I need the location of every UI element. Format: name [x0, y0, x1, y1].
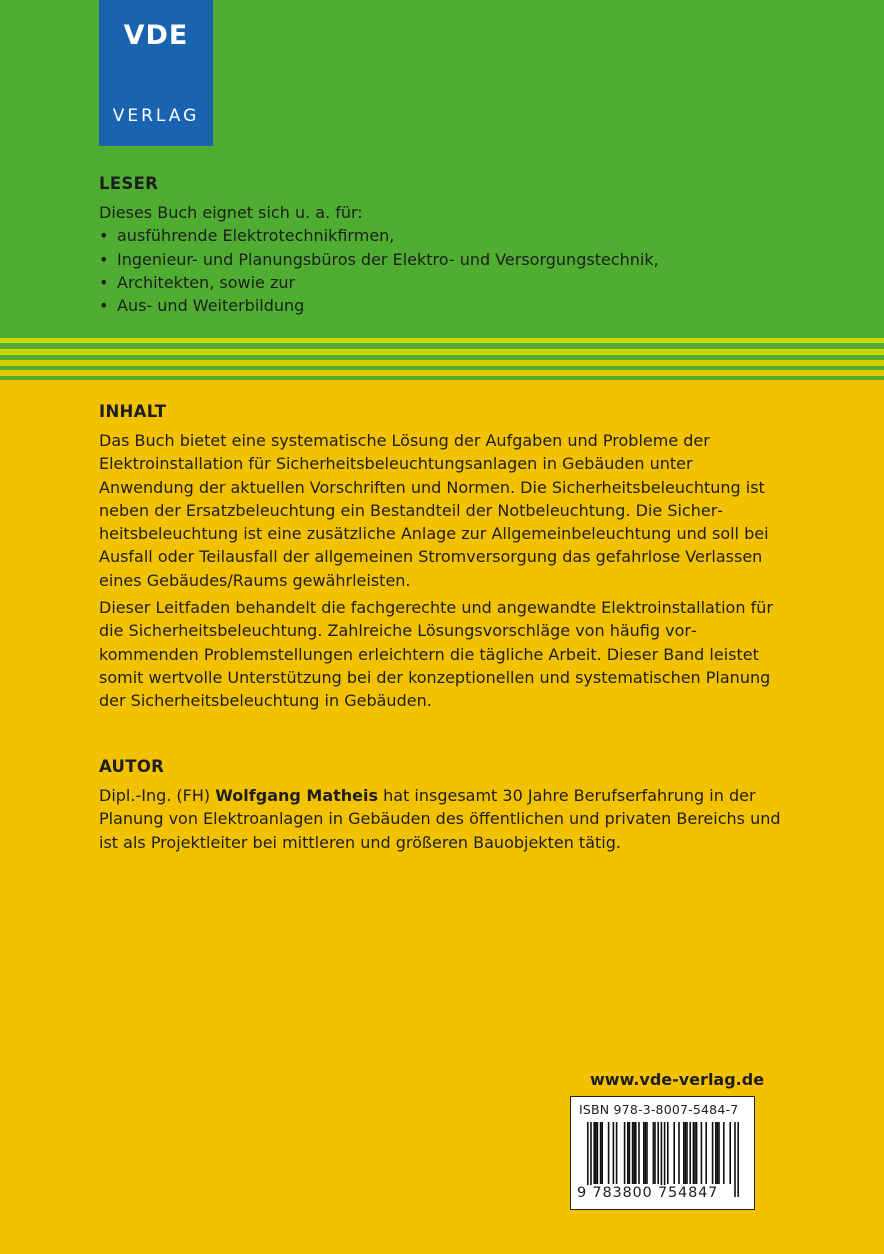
barcode-bar	[737, 1122, 739, 1197]
barcode-bar	[643, 1122, 645, 1184]
barcode-bar	[645, 1122, 647, 1184]
barcode-bar	[632, 1122, 634, 1184]
autor-prefix: Dipl.-Ing. (FH)	[99, 786, 216, 805]
barcode-bar	[715, 1122, 717, 1184]
barcode-bar	[629, 1122, 631, 1184]
barcode-bar	[694, 1122, 696, 1184]
autor-name: Wolfgang Matheis	[215, 786, 379, 805]
barcode-bar	[601, 1122, 603, 1184]
barcode-bar	[646, 1122, 648, 1184]
barcode-bar	[657, 1122, 659, 1184]
barcode-bar	[705, 1122, 707, 1184]
autor-text	[99, 784, 789, 854]
barcode-bar	[624, 1122, 626, 1184]
logo-brand: VDE	[123, 20, 189, 51]
barcode-bar	[717, 1122, 719, 1184]
barcode-bar	[654, 1122, 656, 1184]
inhalt-section	[99, 402, 789, 717]
barcode-bar	[734, 1122, 736, 1197]
barcode-bar	[613, 1122, 615, 1184]
barcode-bar	[600, 1122, 602, 1184]
barcode-bar	[593, 1122, 595, 1184]
barcode-bar	[686, 1122, 688, 1184]
list-item: • ausführende Elektrotechnikfirmen,	[99, 224, 789, 247]
vde-verlag-logo	[99, 0, 213, 146]
barcode-bar	[678, 1122, 680, 1184]
barcode-bar	[718, 1122, 720, 1184]
autor-section	[99, 757, 789, 858]
isbn-label: ISBN 978-3-8007-5484-7	[579, 1102, 739, 1117]
leser-list	[99, 224, 789, 317]
barcode-bar	[693, 1122, 695, 1184]
barcode-bar	[689, 1122, 691, 1184]
leser-section	[99, 174, 789, 317]
barcode-bar	[608, 1122, 610, 1184]
barcode-bar	[673, 1122, 675, 1184]
list-item: • Ingenieur- und Planungsbüros der Elektro- und Versorgungstechnik,	[99, 248, 789, 271]
barcode-bar	[635, 1122, 637, 1184]
isbn-barcode	[570, 1096, 755, 1210]
barcode-bar	[667, 1122, 669, 1184]
barcode-bar	[633, 1122, 635, 1184]
barcode-bar	[701, 1122, 703, 1184]
list-item: • Architekten, sowie zur	[99, 271, 789, 294]
barcode-bar	[685, 1122, 687, 1184]
barcode-bar	[627, 1122, 629, 1184]
barcode-bar	[683, 1122, 685, 1184]
autor-description: hat insgesamt 30 Jahre Berufserfahrung in der Planung von Elektroanlagen in Gebäuden des öffentlichen und privaten Bereichs und ist als Projektleiter bei mittleren und größeren Bauobjekten tätig.	[99, 786, 781, 852]
barcode-bar	[638, 1122, 640, 1184]
divider-stripe	[0, 376, 884, 380]
barcode-bar	[729, 1122, 731, 1184]
inhalt-heading: INHALT	[99, 402, 167, 421]
logo-sub: VERLAG	[112, 106, 200, 126]
barcode-bar	[653, 1122, 655, 1184]
barcode-bar	[712, 1122, 714, 1184]
barcode-bar	[696, 1122, 698, 1184]
website-link[interactable]: www.vde-verlag.de	[590, 1070, 765, 1089]
barcode-bar	[597, 1122, 599, 1184]
list-item: • Aus- und Weiterbildung	[99, 294, 789, 317]
leser-heading: LESER	[99, 174, 159, 193]
inhalt-paragraph: Dieser Leitfaden behandelt die fachgerechte und angewandte Elektroinstallation für die Sicherheitsbeleuchtung. Zahlreiche Lösungsvorschläge von häufig vorkommenden Problemstellungen erleichtern die tägliche Arbeit. Dieser Band leistet somit wertvolle Unterstützung bei der konzeptionellen und systematischen Planung der Sicherheitsbeleuchtung in Gebäuden.	[99, 598, 773, 711]
autor-heading: AUTOR	[99, 757, 165, 776]
barcode-bar	[616, 1122, 618, 1184]
barcode-number: 9 783800 754847	[577, 1185, 719, 1201]
inhalt-paragraph: Das Buch bietet eine systematische Lösung der Aufgaben und Probleme der Elektroinstallation für Sicherheitsbeleuchtungsanlagen in Gebäuden unter Anwendung der aktuellen Vorschriften und Normen. Die Sicherheitsbeleuchtung ist neben der Ersatzbeleuchtung ein Bestandteil der Notbeleuchtung. Die Sicherheitsbeleuchtung ist eine zusätzliche Anlage zur Allgemeinbeleuchtung und soll bei Ausfall oder Teilausfall der allgemeinen Stromversorgung das gefahrlose Verlassen eines Gebäudes/Raums gewährleisten.	[99, 431, 769, 590]
leser-intro: Dieses Buch eignet sich u. a. für:	[99, 203, 363, 222]
barcode-bar	[723, 1122, 725, 1184]
barcode-bar	[595, 1122, 597, 1184]
